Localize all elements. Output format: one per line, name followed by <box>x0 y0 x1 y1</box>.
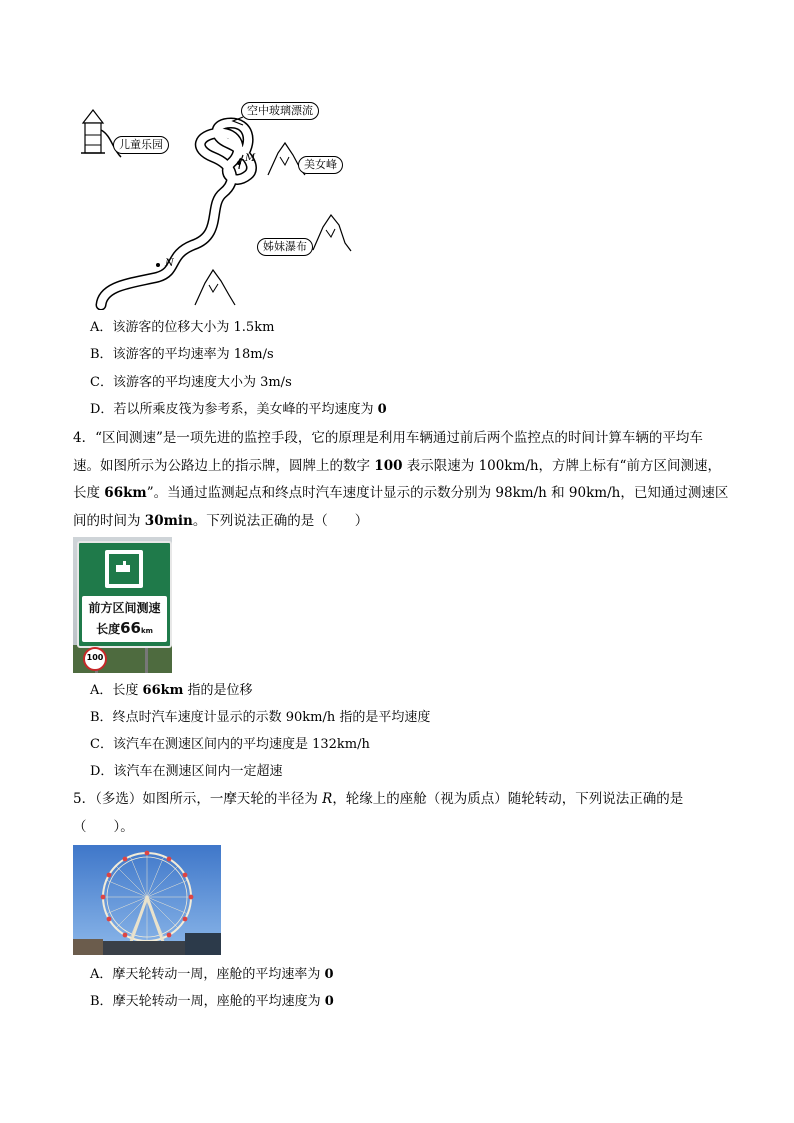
green-sign-panel <box>77 541 172 648</box>
q4-line-2 <box>73 453 733 481</box>
q4-text: “区间测速”是一项先进的监控手段，它的原理是利用车辆通过前后两个监控点的时间计算车辆的平均车 <box>95 430 703 446</box>
speed-zone-sign-photo <box>73 537 172 673</box>
sign-line-2 <box>82 619 167 637</box>
sign-line-1: 前方区间测速 <box>88 601 161 615</box>
option-text: 该汽车在测速区间内的平均速度是 132km/h <box>112 737 370 752</box>
q3-option-b <box>90 346 274 364</box>
question-number: 5． <box>73 791 96 807</box>
speed-limit-circle-sign <box>83 647 107 671</box>
point-m-label: M <box>245 153 256 164</box>
q5-line-2: （ ）。 <box>73 818 134 835</box>
option-text: 终点时汽车速度计显示的示数 90km/h 指的是平均速度 <box>112 710 431 725</box>
beauty-peak-label: 美女峰 <box>298 156 343 174</box>
q4-option-a <box>90 682 253 700</box>
option-letter: A． <box>90 320 113 335</box>
option-text: 该游客的平均速度大小为 3m/s <box>112 375 292 390</box>
river-route-drawing <box>73 95 353 310</box>
q4-text: 速。如图所示为公路边上的指示牌，圆牌上的数字 <box>73 457 375 474</box>
q4-text: 长度 <box>73 485 105 501</box>
speed-limit-number: 100 <box>86 653 104 662</box>
q4-bold: 66km <box>104 485 147 501</box>
q4-line-1 <box>73 425 733 453</box>
skyway-label: 空中玻璃漂流 <box>241 102 319 120</box>
q5-option-b <box>90 993 334 1011</box>
mountain-icon <box>195 270 235 305</box>
option-letter: B． <box>90 994 113 1009</box>
q3-option-c <box>90 374 292 392</box>
option-text: 该游客的平均速率为 18m/s <box>112 347 274 362</box>
q5-text: ，轮缘上的座舱（视为质点）随轮转动，下列说法正确的是 <box>332 791 684 807</box>
option-letter: B． <box>90 347 113 362</box>
q4-text: 。下列说法正确的是（ ） <box>192 512 369 529</box>
option-bold-value: 0 <box>324 994 334 1009</box>
q5-radius-symbol: R <box>322 791 333 807</box>
option-text: 指的是位移 <box>183 683 253 698</box>
mountain-icon <box>313 215 351 251</box>
option-bold-value: 0 <box>377 402 387 417</box>
q4-text: ”。当通过监测起点和终点时汽车速度计显示的示数分别为 98km/h 和 90km/h，已知通过测速区 <box>146 485 729 501</box>
option-bold-value: 0 <box>324 967 334 982</box>
q4-bold: 100 <box>374 457 403 474</box>
option-text: 该汽车在测速区间内一定超速 <box>113 764 283 779</box>
q3-option-a <box>90 319 274 337</box>
option-text: 若以所乘皮筏为参考系，美女峰的平均速度为 <box>113 402 378 417</box>
sign-length-word: 长度 <box>96 622 121 636</box>
sign-length-number: 66 <box>120 619 141 637</box>
q3-option-d <box>90 401 387 419</box>
option-letter: C． <box>90 375 113 390</box>
q4-line-4 <box>73 508 733 536</box>
option-text: 该游客的位移大小为 1.5km <box>112 320 275 335</box>
q4-bold: 30min <box>144 512 193 529</box>
ferris-wheel-photo <box>73 845 221 955</box>
option-bold-value: 66km <box>142 683 184 698</box>
option-letter: A． <box>90 683 113 698</box>
ferris-wheel-drawing <box>73 845 221 955</box>
question-number: 4． <box>73 430 96 446</box>
q5-text: （多选）如图所示，一摩天轮的半径为 <box>95 791 323 807</box>
q4-option-d <box>90 763 282 781</box>
option-letter: D． <box>90 764 114 779</box>
option-letter: D． <box>90 402 114 417</box>
option-text: 长度 <box>112 683 143 698</box>
sign-length-unit: km <box>140 627 153 635</box>
q4-option-b <box>90 709 430 727</box>
option-letter: C． <box>90 737 113 752</box>
q5-stem <box>73 786 733 841</box>
q4-stem <box>73 425 733 535</box>
q4-text: 表示限速为 100km/h，方牌上标有“前方区间测速， <box>402 457 721 474</box>
scenic-map-figure <box>73 95 353 310</box>
q5-option-a <box>90 966 334 984</box>
point-n-label: N <box>165 258 174 269</box>
sign-white-text-area <box>82 596 167 642</box>
camera-icon <box>116 565 130 572</box>
q5-line-1 <box>73 786 733 814</box>
option-text: 摩天轮转动一周，座舱的平均速率为 <box>112 967 325 982</box>
q4-line-3 <box>73 480 733 508</box>
camera-icon-box <box>105 550 143 588</box>
kids-park-label: 儿童乐园 <box>113 136 169 154</box>
q4-text: 间的时间为 <box>73 512 145 529</box>
q4-option-c <box>90 736 370 754</box>
sister-falls-label: 姊妹瀑布 <box>257 238 313 256</box>
option-letter: B． <box>90 710 113 725</box>
option-text: 摩天轮转动一周，座舱的平均速度为 <box>112 994 325 1009</box>
option-letter: A． <box>90 967 113 982</box>
